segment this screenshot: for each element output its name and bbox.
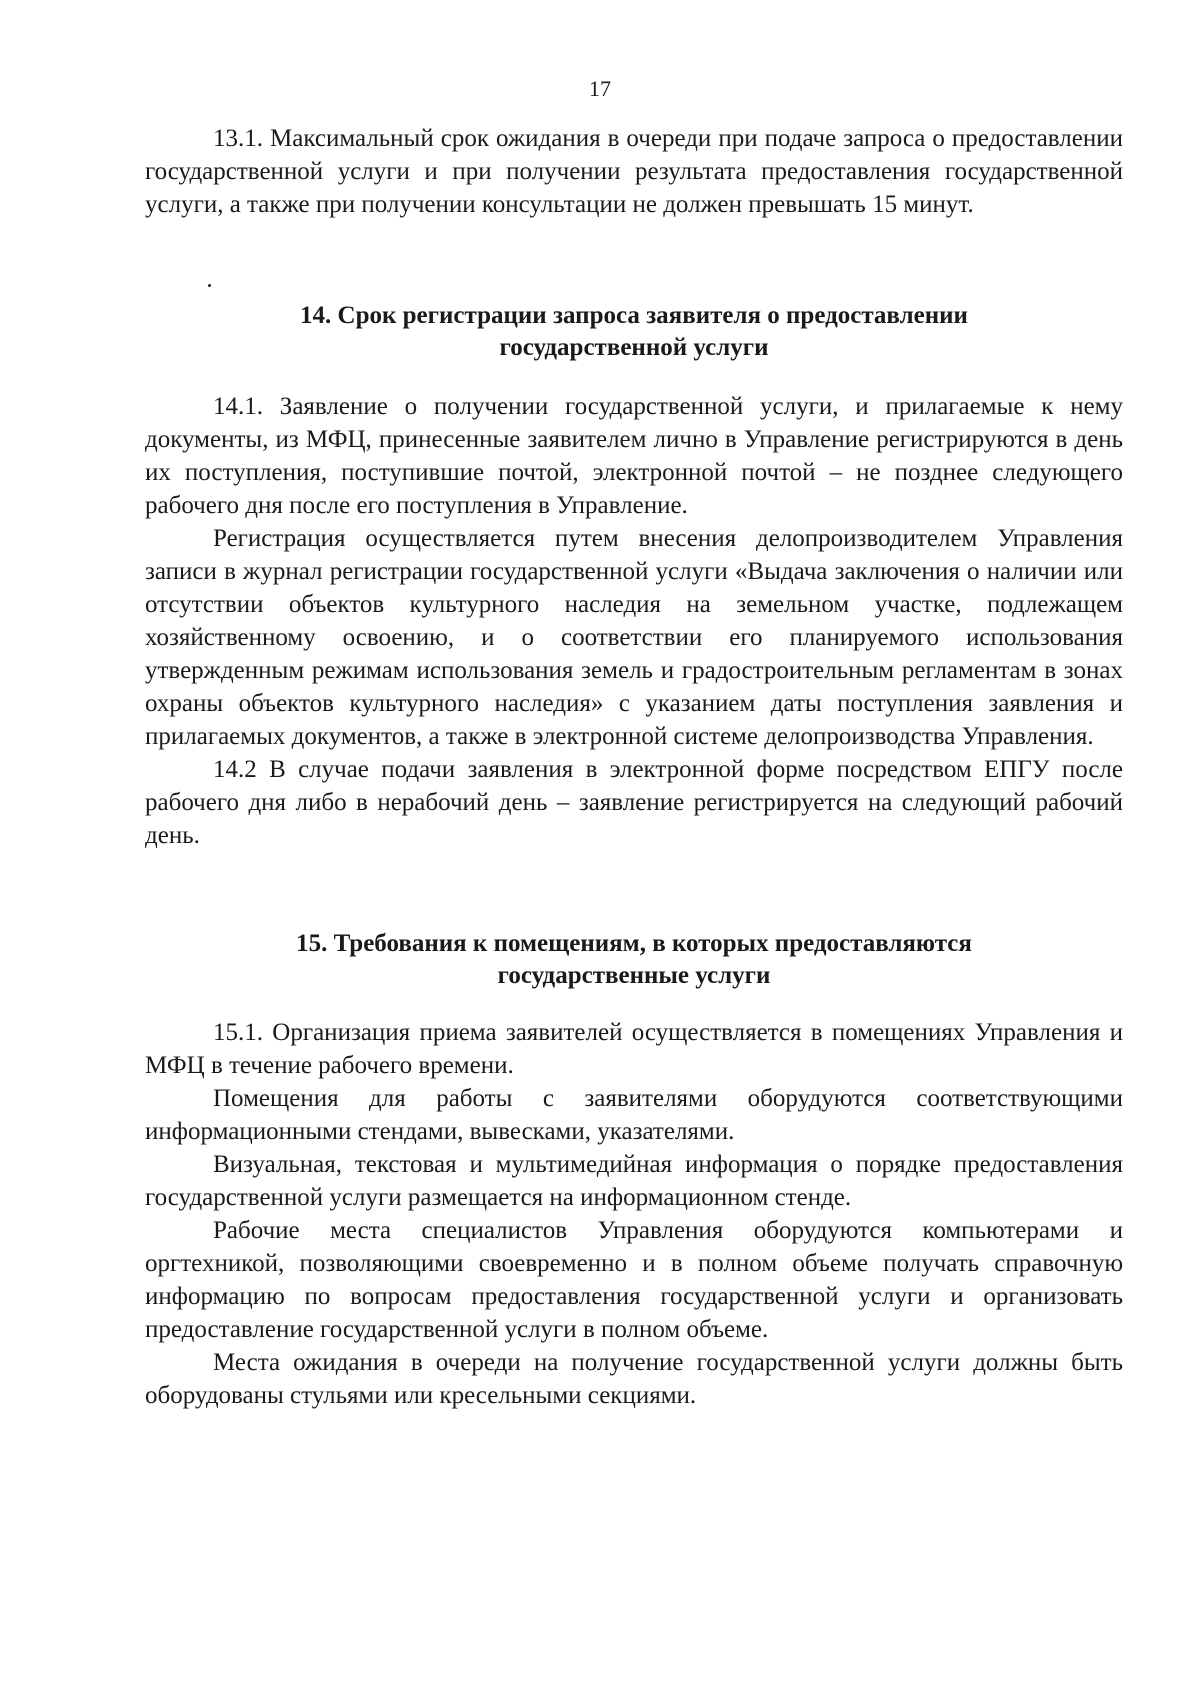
- section-15-body: [145, 1016, 1123, 1412]
- section-14-heading-line-1: 14. Срок регистрации запроса заявителя о предоставлении: [300, 302, 968, 329]
- paragraph-14-1: 14.1. Заявление о получении государственной услуги, и прилагаемые к нему документы, из МФЦ, принесенные заявителем лично в Управление регистрируются в день их поступления, поступившие почтой, электронной почтой – не позднее следующего рабочего дня после его поступления в Управление.: [145, 393, 1123, 519]
- section-15-heading-line-1: 15. Требования к помещениям, в которых предоставляются: [296, 930, 972, 957]
- paragraph-14-2: 14.2 В случае подачи заявления в электронной форме посредством ЕПГУ после рабочего дня либо в нерабочий день – заявление регистрируется на следующий рабочий день.: [145, 756, 1123, 849]
- paragraph-14-registration: Регистрация осуществляется путем внесения делопроизводителем Управления записи в журнал регистрации государственной услуги «Выдача заключения о наличии или отсутствии объектов культурного наследия на земельном участке, подлежащем хозяйственному освоению, и о соответствии его планируемого использования утвержденным режимам использования земель и градостроительным регламентам в зонах охраны объектов культурного наследия» с указанием даты поступления заявления и прилагаемых документов, а также в электронной системе делопроизводства Управления.: [145, 525, 1123, 750]
- section-14-body: [145, 390, 1123, 852]
- section-15-heading: [145, 928, 1123, 992]
- section-14-heading: [145, 300, 1123, 364]
- paragraph-15-workplaces: Рабочие места специалистов Управления оборудуются компьютерами и оргтехникой, позволяющими своевременно и в полном объеме получать справочную информацию по вопросам предоставления государственной услуги и организовать предоставление государственной услуги в полном объеме.: [145, 1217, 1123, 1343]
- section-14-heading-line-2: государственной услуги: [499, 334, 769, 361]
- section-15-heading-line-2: государственные услуги: [497, 962, 771, 989]
- paragraph-15-info: Визуальная, текстовая и мультимедийная информация о порядке предоставления государственной услуги размещается на информационном стенде.: [145, 1151, 1123, 1211]
- paragraph-15-waiting: Места ожидания в очереди на получение государственной услуги должны быть оборудованы стульями или кресельными секциями.: [145, 1349, 1123, 1409]
- paragraph-15-1: 15.1. Организация приема заявителей осуществляется в помещениях Управления и МФЦ в течение рабочего времени.: [145, 1019, 1123, 1079]
- section-13-body: [145, 122, 1123, 221]
- page-number: 17: [589, 76, 611, 101]
- paragraph-15-rooms: Помещения для работы с заявителями оборудуются соответствующими информационными стендами, вывесками, указателями.: [145, 1085, 1123, 1145]
- stray-dot: [208, 284, 211, 287]
- paragraph-13-1: 13.1. Максимальный срок ожидания в очереди при подаче запроса о предоставлении государственной услуги и при получении результата предоставления государственной услуги, а также при получении консультации не должен превышать 15 минут.: [145, 125, 1123, 218]
